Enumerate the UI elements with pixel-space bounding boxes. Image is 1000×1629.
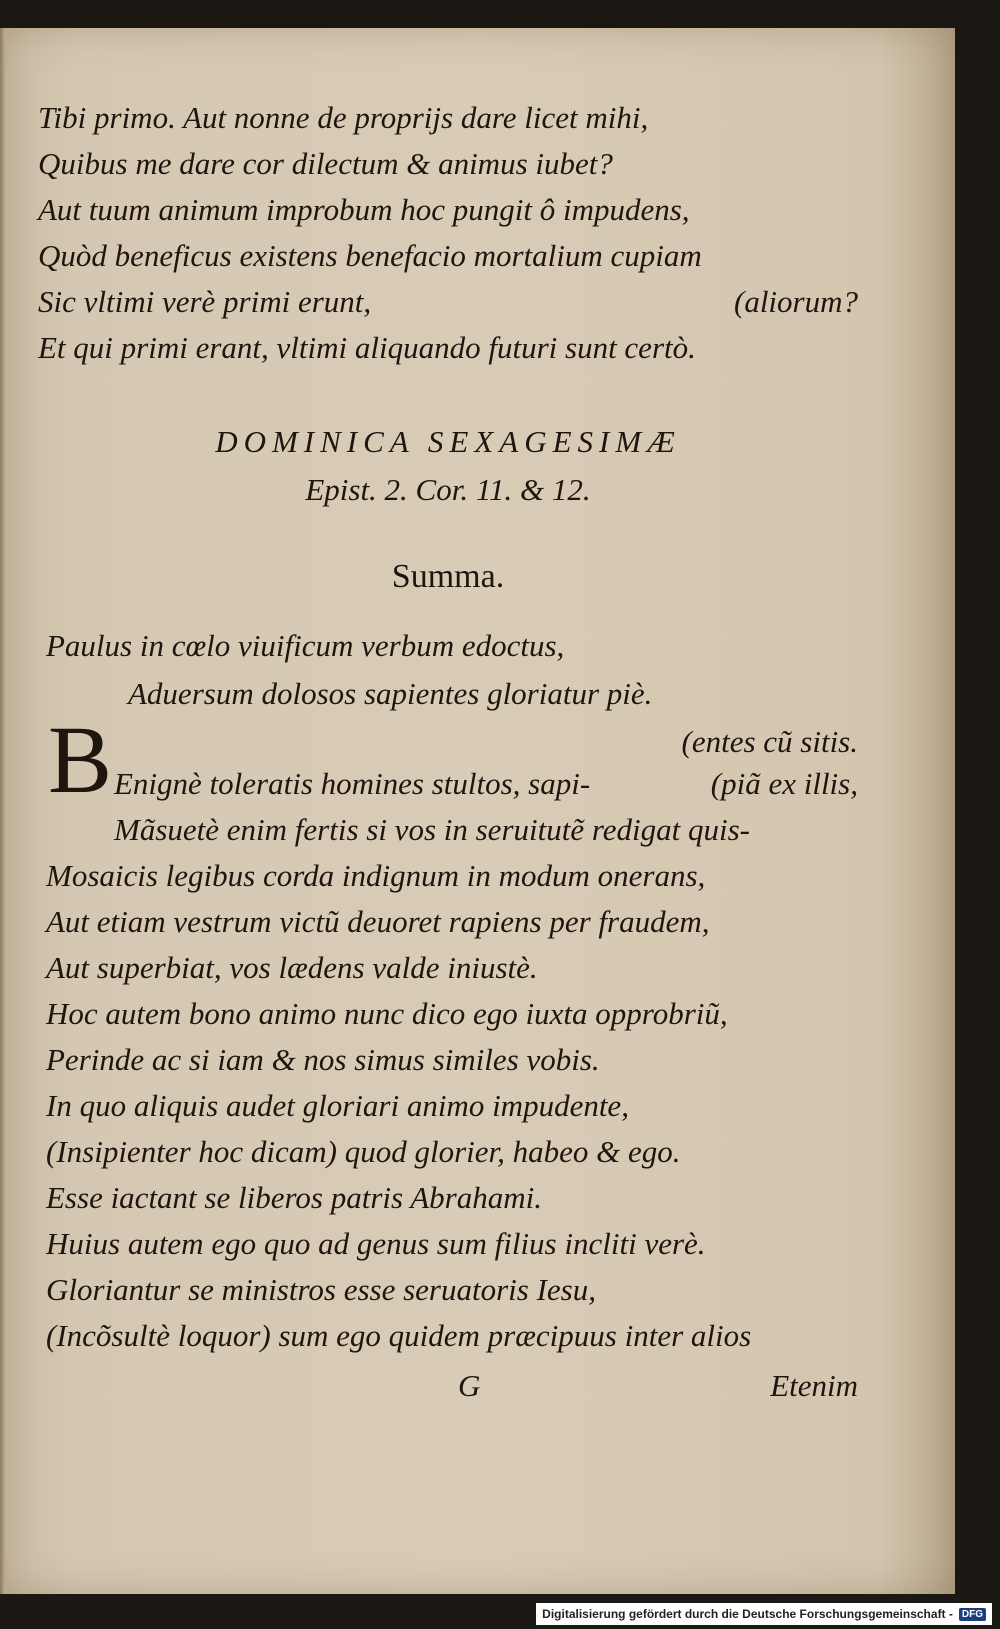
page-edge bbox=[0, 28, 6, 1594]
verse-line: Quibus me dare cor dilectum & animus iubet? bbox=[38, 146, 613, 181]
drop-cap: B bbox=[48, 706, 113, 813]
section-heading: DOMINICA SEXAGESIMÆ bbox=[215, 424, 681, 459]
summa-line: Aduersum dolosos sapientes gloriatur piè. bbox=[128, 676, 653, 711]
section-subheading: Epist. 2. Cor. 11. & 12. bbox=[305, 472, 591, 507]
verse-line: Quòd beneficus existens benefacio mortalium cupiam bbox=[38, 238, 702, 273]
body-line: (Incõsultè loquor) sum ego quidem præcipuus inter alios bbox=[46, 1318, 752, 1353]
body-line: Mosaicis legibus corda indignum in modum onerans, bbox=[46, 858, 706, 893]
body-line: Esse iactant se liberos patris Abrahami. bbox=[46, 1180, 542, 1215]
verse-line: Tibi primo. Aut nonne de proprijs dare licet mihi, bbox=[38, 100, 649, 135]
body-line: Gloriantur se ministros esse seruatoris Iesu, bbox=[46, 1272, 596, 1307]
body-line: Enignè toleratis homines stultos, sapi- bbox=[114, 766, 591, 801]
verse-line: Sic vltimi verè primi erunt, bbox=[38, 284, 372, 319]
digitization-credit bbox=[536, 1603, 992, 1625]
summa-title: Summa. bbox=[391, 558, 505, 595]
signature-mark: G bbox=[458, 1368, 481, 1403]
summa-line: Paulus in cœlo viuificum verbum edoctus, bbox=[46, 628, 565, 663]
body-overflow: (piã ex illis, bbox=[710, 766, 858, 801]
verse-overflow: (aliorum? bbox=[734, 284, 858, 319]
credit-text: Digitalisierung gefördert durch die Deutsche Forschungsgemeinschaft - bbox=[542, 1607, 953, 1621]
verse-line: Aut tuum animum improbum hoc pungit ô impudens, bbox=[38, 192, 690, 227]
catchword: Etenim bbox=[770, 1368, 858, 1403]
body-line: Aut etiam vestrum victũ deuoret rapiens per fraudem, bbox=[46, 904, 710, 939]
verse-line: Et qui primi erant, vltimi aliquando futuri sunt certò. bbox=[38, 330, 696, 365]
dfg-logo-icon: DFG bbox=[959, 1608, 986, 1621]
body-line: Mãsuetè enim fertis si vos in seruitutẽ redigat quis- bbox=[114, 812, 750, 847]
book-page bbox=[0, 28, 955, 1594]
body-line: Perinde ac si iam & nos simus similes vobis. bbox=[46, 1042, 600, 1077]
body-line: Huius autem ego quo ad genus sum filius incliti verè. bbox=[46, 1226, 706, 1261]
body-line: Aut superbiat, vos lædens valde iniustè. bbox=[46, 950, 538, 985]
body-line: In quo aliquis audet gloriari animo impudente, bbox=[46, 1088, 629, 1123]
overflow-line: (entes cũ sitis. bbox=[681, 724, 858, 759]
body-line: Hoc autem bono animo nunc dico ego iuxta opprobriũ, bbox=[46, 996, 728, 1031]
body-line: (Insipienter hoc dicam) quod glorier, habeo & ego. bbox=[46, 1134, 681, 1169]
